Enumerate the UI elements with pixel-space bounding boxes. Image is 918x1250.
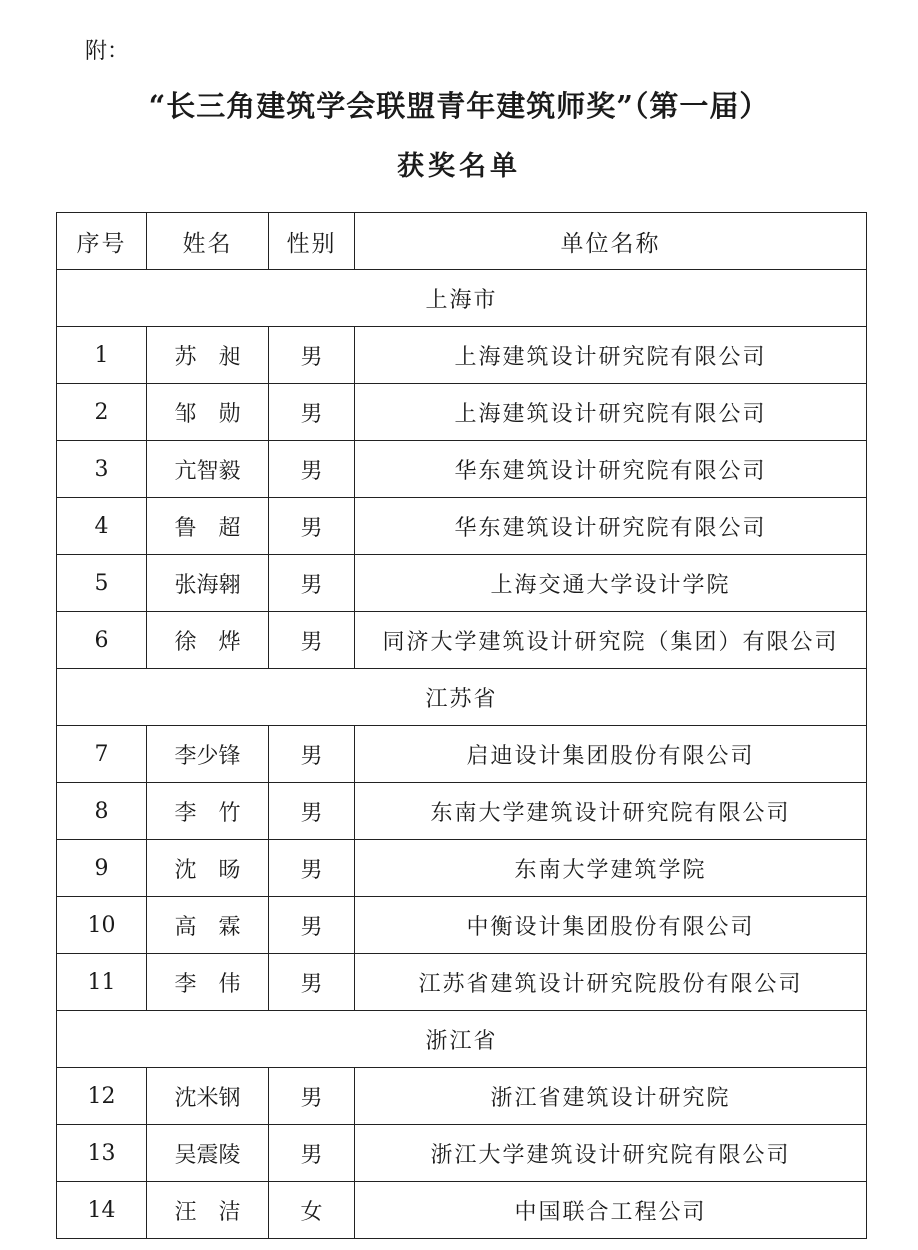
region-label: 浙江省 xyxy=(57,1011,867,1068)
table-row xyxy=(57,327,867,384)
gender: 女 xyxy=(269,1182,355,1239)
awardee-name: 高 霖 xyxy=(147,897,269,954)
serial-number: 10 xyxy=(57,897,147,954)
awardee-name: 张海翱 xyxy=(147,555,269,612)
serial-number: 2 xyxy=(57,384,147,441)
awardee-name: 李 伟 xyxy=(147,954,269,1011)
awardee-name: 汪 洁 xyxy=(147,1182,269,1239)
awardee-name: 徐 烨 xyxy=(147,612,269,669)
serial-number: 1 xyxy=(57,327,147,384)
gender: 男 xyxy=(269,555,355,612)
gender: 男 xyxy=(269,840,355,897)
table-row xyxy=(57,1182,867,1239)
organization: 中国联合工程公司 xyxy=(355,1182,867,1239)
region-row-zhejiang xyxy=(57,1011,867,1068)
organization: 同济大学建筑设计研究院（集团）有限公司 xyxy=(355,612,867,669)
gender: 男 xyxy=(269,384,355,441)
region-row-shanghai xyxy=(57,270,867,327)
organization: 浙江省建筑设计研究院 xyxy=(355,1068,867,1125)
awardee-name: 亢智毅 xyxy=(147,441,269,498)
region-label: 上海市 xyxy=(57,270,867,327)
table-row xyxy=(57,726,867,783)
organization: 中衡设计集团股份有限公司 xyxy=(355,897,867,954)
table-row xyxy=(57,783,867,840)
awardee-name: 吴震陵 xyxy=(147,1125,269,1182)
gender: 男 xyxy=(269,783,355,840)
table-row xyxy=(57,840,867,897)
organization: 启迪设计集团股份有限公司 xyxy=(355,726,867,783)
attachment-label: 附： xyxy=(85,39,130,64)
organization: 江苏省建筑设计研究院股份有限公司 xyxy=(355,954,867,1011)
gender: 男 xyxy=(269,327,355,384)
awardee-name: 苏 昶 xyxy=(147,327,269,384)
serial-number: 14 xyxy=(57,1182,147,1239)
organization: 华东建筑设计研究院有限公司 xyxy=(355,498,867,555)
awardee-name: 邹 勋 xyxy=(147,384,269,441)
serial-number: 8 xyxy=(57,783,147,840)
awardee-name: 鲁 超 xyxy=(147,498,269,555)
serial-number: 5 xyxy=(57,555,147,612)
awardee-name: 李少锋 xyxy=(147,726,269,783)
serial-number: 9 xyxy=(57,840,147,897)
gender: 男 xyxy=(269,441,355,498)
serial-number: 3 xyxy=(57,441,147,498)
region-label: 江苏省 xyxy=(57,669,867,726)
gender: 男 xyxy=(269,498,355,555)
table-row xyxy=(57,498,867,555)
serial-number: 11 xyxy=(57,954,147,1011)
document-subtitle: 获奖名单 xyxy=(397,151,521,182)
table-row xyxy=(57,612,867,669)
gender: 男 xyxy=(269,726,355,783)
organization: 东南大学建筑学院 xyxy=(355,840,867,897)
gender: 男 xyxy=(269,1068,355,1125)
organization: 上海交通大学设计学院 xyxy=(355,555,867,612)
table-row xyxy=(57,897,867,954)
serial-number: 12 xyxy=(57,1068,147,1125)
organization: 东南大学建筑设计研究院有限公司 xyxy=(355,783,867,840)
header-gender: 性别 xyxy=(269,213,355,270)
awardee-name: 沈米钢 xyxy=(147,1068,269,1125)
gender: 男 xyxy=(269,954,355,1011)
header-organization: 单位名称 xyxy=(355,213,867,270)
awardee-name: 李 竹 xyxy=(147,783,269,840)
table-row xyxy=(57,384,867,441)
table-header-row xyxy=(57,213,867,270)
table-row xyxy=(57,1125,867,1182)
table-row xyxy=(57,555,867,612)
serial-number: 13 xyxy=(57,1125,147,1182)
table-row xyxy=(57,441,867,498)
organization: 上海建筑设计研究院有限公司 xyxy=(355,327,867,384)
gender: 男 xyxy=(269,897,355,954)
gender: 男 xyxy=(269,1125,355,1182)
header-serial-number: 序号 xyxy=(57,213,147,270)
table-row xyxy=(57,954,867,1011)
serial-number: 6 xyxy=(57,612,147,669)
organization: 华东建筑设计研究院有限公司 xyxy=(355,441,867,498)
header-name: 姓名 xyxy=(147,213,269,270)
awardee-table xyxy=(56,212,867,1239)
serial-number: 4 xyxy=(57,498,147,555)
serial-number: 7 xyxy=(57,726,147,783)
table-row xyxy=(57,1068,867,1125)
gender: 男 xyxy=(269,612,355,669)
organization: 浙江大学建筑设计研究院有限公司 xyxy=(355,1125,867,1182)
organization: 上海建筑设计研究院有限公司 xyxy=(355,384,867,441)
document-title: “长三角建筑学会联盟青年建筑师奖”（第一届） xyxy=(148,89,770,123)
region-row-jiangsu xyxy=(57,669,867,726)
awardee-name: 沈 旸 xyxy=(147,840,269,897)
